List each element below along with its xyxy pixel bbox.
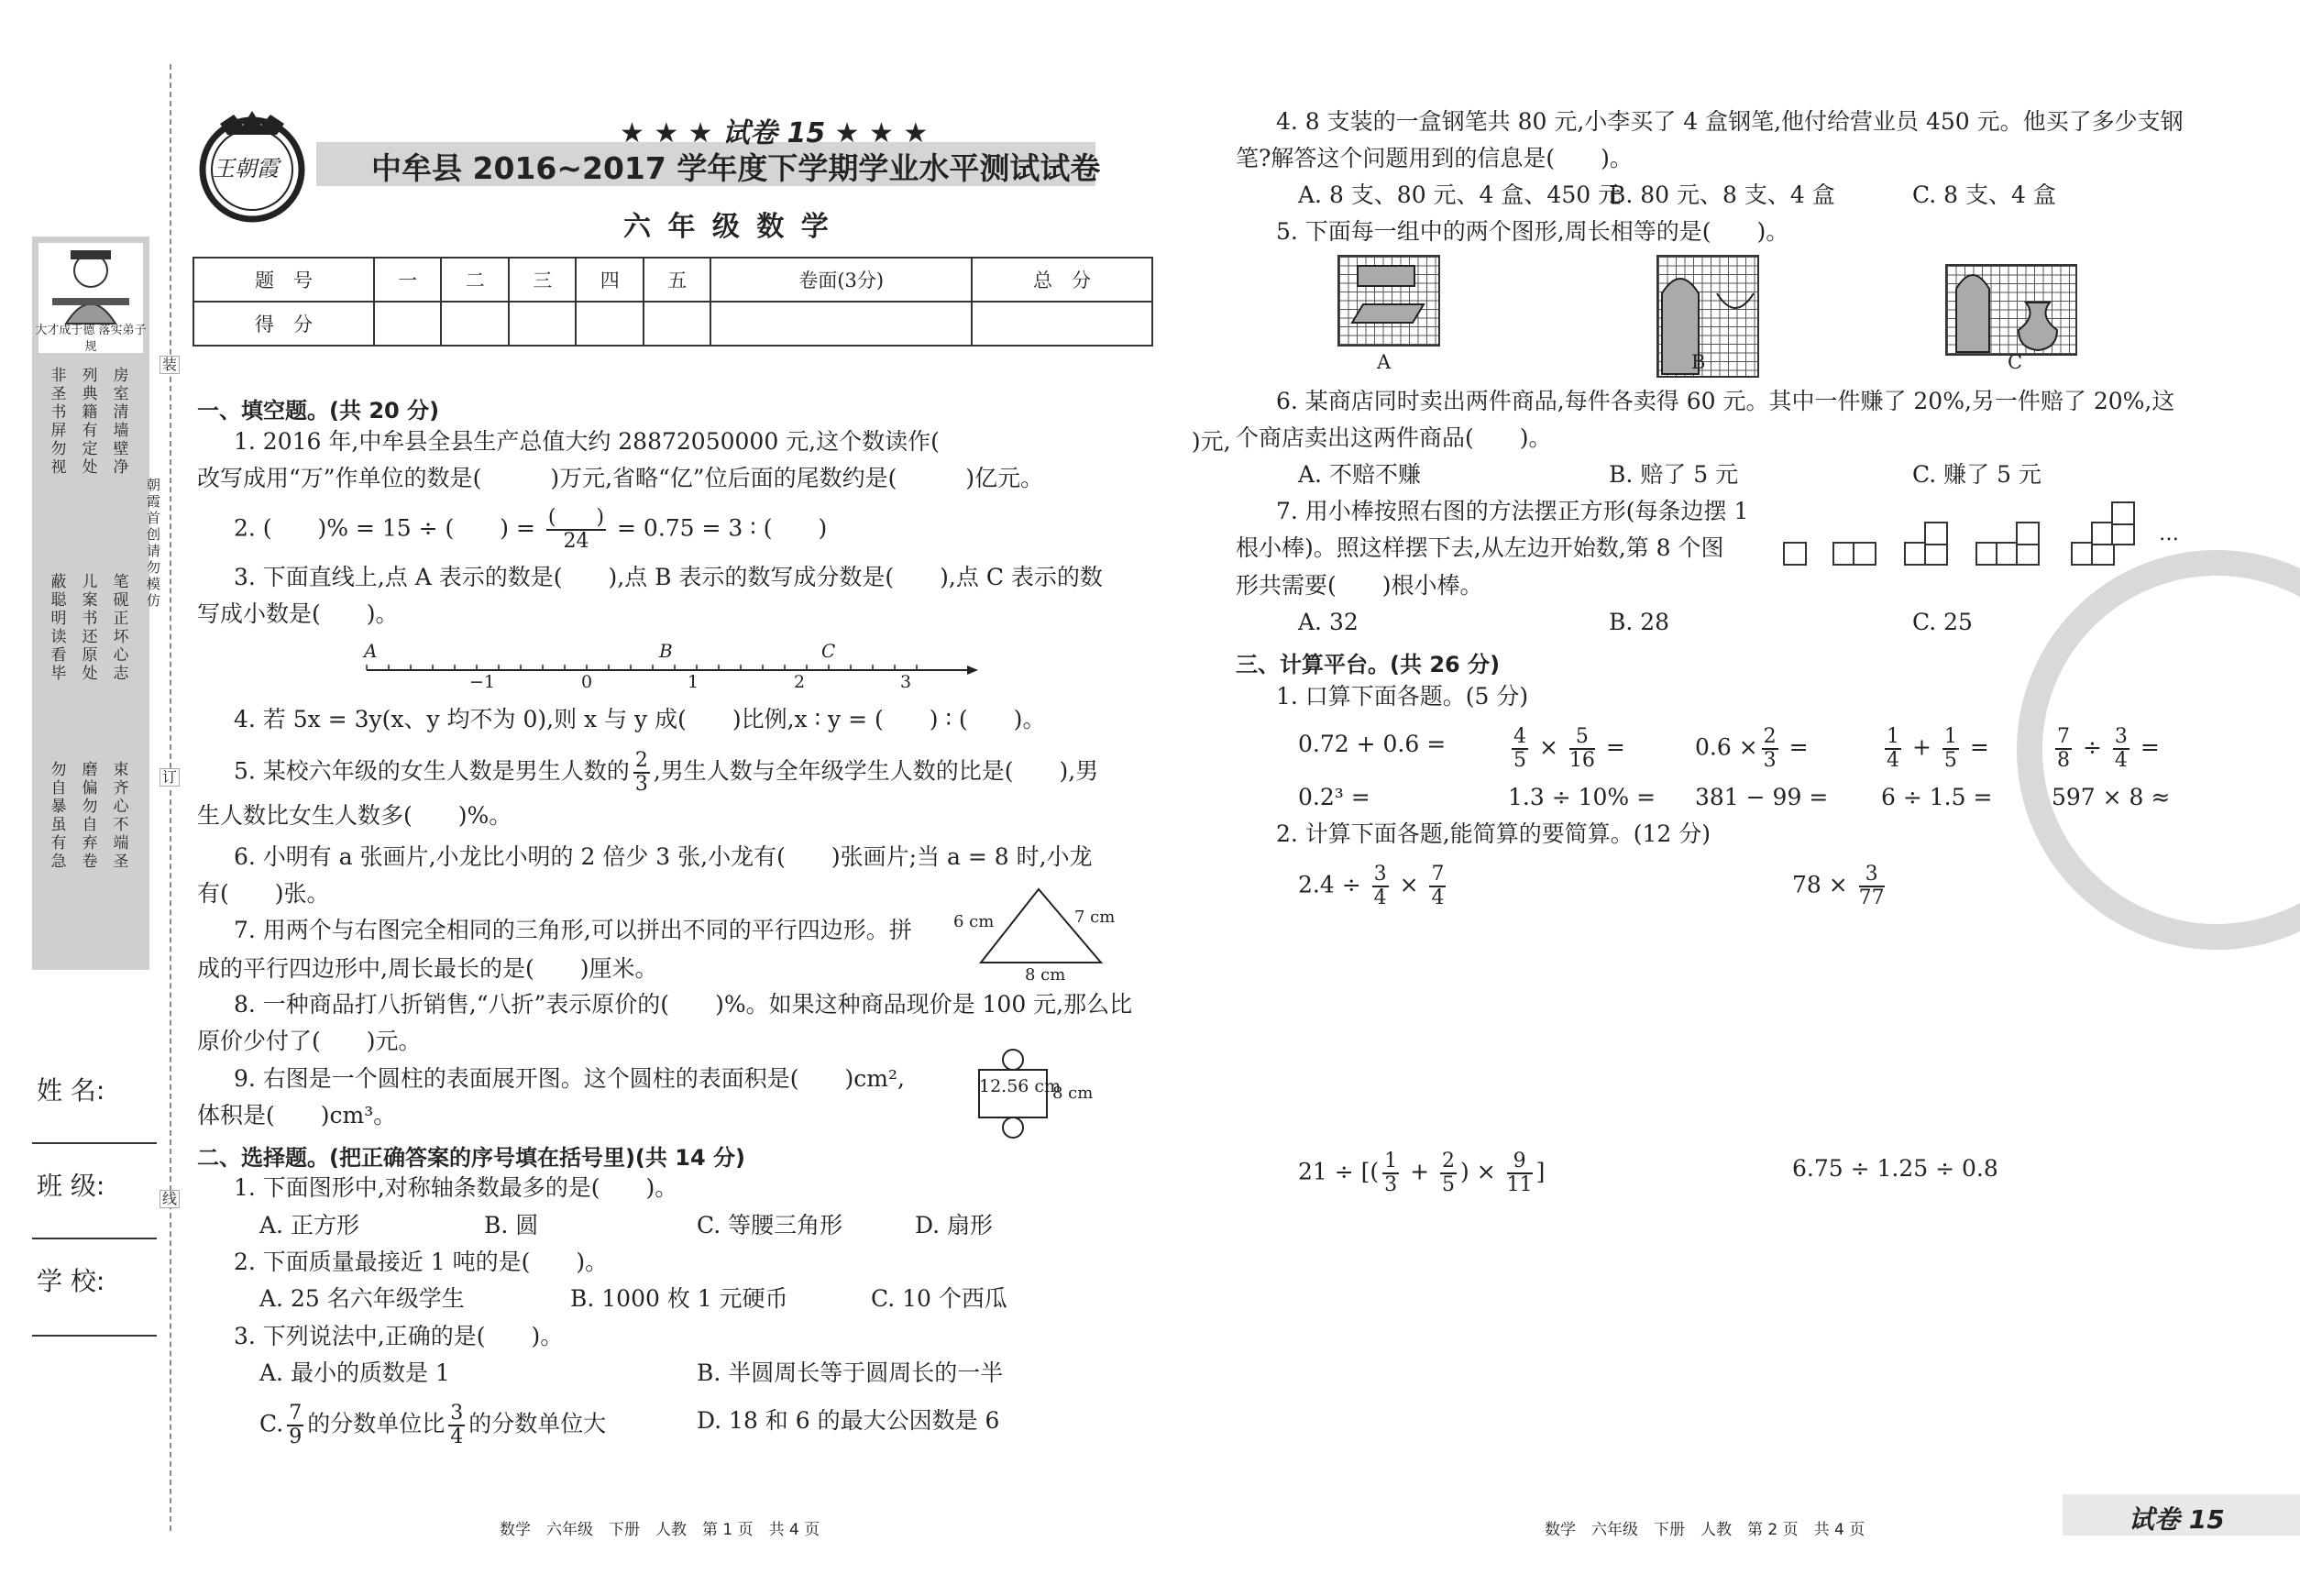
motto-col: 磨偏勿自弃卷	[82, 761, 98, 871]
frac-den: 3	[1384, 1173, 1398, 1196]
s2-q6a: 6. 某商店同时卖出两件商品,每件各卖得 60 元。其中一件赚了 20%,另一件赔了 20%,这	[1276, 388, 2175, 414]
frac-den: 8	[2057, 749, 2070, 772]
s2-q7-opt-b: B. 28	[1609, 609, 1670, 635]
s1-q2-text: 2. ( )% = 15 ÷ ( ) =	[234, 514, 543, 542]
op: ×	[1538, 733, 1566, 761]
s1-q3b: 写成小数是( )。	[197, 600, 399, 627]
s2-q4-opt-c: C. 8 支、4 盒	[1912, 182, 2056, 208]
axis-point-c: C	[821, 640, 836, 662]
frac-den: 5	[1442, 1173, 1456, 1196]
s1-q7b: 成的平行四边形中,周长最长的是( )厘米。	[197, 955, 658, 982]
fraction	[1512, 726, 1528, 772]
s2-q6b: 个商店卖出这两件商品( )。	[1236, 424, 1552, 451]
cyl-width: 12.56 cm	[979, 1076, 1062, 1096]
axis-point-a: A	[364, 640, 378, 662]
score-cell[interactable]	[576, 302, 644, 346]
footer-left: 数学 六年级 下册 人教 第 1 页 共 4 页	[500, 1521, 820, 1539]
fraction	[448, 1403, 465, 1448]
s2-q7-opt-a: A. 32	[1298, 609, 1359, 635]
s2-q1-opt-d: D. 扇形	[915, 1212, 994, 1238]
fraction	[1569, 726, 1595, 772]
op: 78 ×	[1792, 871, 1848, 898]
fraction	[2055, 726, 2072, 772]
score-header: 三	[509, 258, 577, 302]
fraction	[1507, 1150, 1533, 1196]
score-header: 四	[576, 258, 644, 302]
s3-q1: 1. 口算下面各题。(5 分)	[1276, 683, 1529, 710]
s2-q7c: 形共需要( )根小棒。	[1236, 572, 1483, 599]
s1-q5-text-b: ,男生人数与全年级学生人数的比是( ),男	[653, 757, 1099, 785]
score-header: 一	[374, 258, 442, 302]
figure-a	[1337, 255, 1440, 347]
s1-q8a: 8. 一种商品打八折销售,“八折”表示原价的( )%。如果这种商品现价是 100 元,那么比	[234, 991, 1133, 1018]
s2-q1-opt-b: B. 圆	[484, 1212, 539, 1238]
figure-c-label: C	[2008, 351, 2023, 373]
frac-den: 16	[1568, 749, 1595, 772]
s2-q6-opt-c: C. 赚了 5 元	[1912, 461, 2041, 488]
s1-q7a: 7. 用两个与右图完全相同的三角形,可以拼出不同的平行四边形。拼	[234, 917, 912, 943]
frac-num: 7	[2057, 725, 2070, 748]
frac-num: 3	[450, 1402, 464, 1425]
op: +	[1911, 733, 1931, 761]
oral-item: 1.3 ÷ 10% =	[1508, 784, 1656, 810]
frac-num: 5	[1569, 726, 1595, 750]
s2-q3-opt-c	[259, 1403, 606, 1448]
score-header: 五	[644, 258, 711, 302]
motto-col: 房室清墙壁净	[113, 367, 129, 477]
op: ) ×	[1460, 1158, 1496, 1185]
s2-q3c-label: C.	[259, 1410, 284, 1437]
s1-q2-fraction: $\frac{( )}{24}$	[547, 506, 605, 553]
s1-q9a: 9. 右图是一个圆柱的表面展开图。这个圆柱的表面积是( )cm²,	[234, 1065, 905, 1092]
figure-b	[1656, 255, 1759, 378]
s2-q1: 1. 下面图形中,对称轴条数最多的是( )。	[234, 1174, 678, 1201]
s2-q6-opt-a: A. 不赔不赚	[1298, 461, 1421, 488]
frac-den: 5	[1513, 749, 1526, 772]
s1-q5c: 生人数比女生人数多( )%。	[197, 802, 512, 829]
s2-q3-opt-b: B. 半圆周长等于圆周长的一半	[697, 1359, 1004, 1386]
s1-q6b: 有( )张。	[197, 880, 330, 907]
cut-label-xian: 线	[160, 1190, 180, 1208]
fraction	[1429, 864, 1446, 909]
calc-item-4: 6.75 ÷ 1.25 ÷ 0.8	[1792, 1155, 1998, 1182]
section1-heading: 一、填空题。(共 20 分)	[197, 398, 440, 424]
op: 21 ÷ [(	[1298, 1158, 1380, 1185]
oral-item: 0.72 + 0.6 =	[1298, 731, 1447, 757]
school-field[interactable]	[32, 1335, 157, 1337]
stick-square	[1853, 542, 1876, 566]
calc-item-1	[1298, 864, 1449, 909]
op: ×	[1399, 871, 1419, 898]
s2-q2: 2. 下面质量最接近 1 吨的是( )。	[234, 1249, 609, 1275]
axis-tick: −1	[469, 672, 496, 692]
s2-q4-opt-b: B. 80 元、8 支、4 盒	[1609, 182, 1835, 208]
motto-col: 儿案书还原处	[82, 573, 98, 683]
stick-squares-figure	[1783, 495, 2131, 564]
frac-num: 7	[1431, 863, 1445, 886]
s2-q4a: 4. 8 支装的一盒钢笔共 80 元,小李买了 4 盒钢笔,他付给营业员 450 元。他买了多少支钢	[1276, 108, 2184, 135]
frac-num: 3	[2114, 725, 2128, 748]
s1-q1b: 改写成用“万”作单位的数是( )万元,省略“亿”位后面的尾数约是( )亿元。	[197, 465, 1044, 491]
logo-text: 王朝霞	[213, 156, 279, 182]
stick-square	[1924, 522, 1948, 545]
score-header: 总 分	[972, 258, 1152, 302]
footer-right: 数学 六年级 下册 人教 第 2 页 共 4 页	[1545, 1521, 1865, 1539]
frac-num: 4	[1513, 725, 1526, 748]
op: ÷	[2082, 733, 2102, 761]
motto-col: 非圣书屏勿视	[50, 367, 67, 477]
fraction	[1885, 726, 1901, 772]
s1-q3a: 3. 下面直线上,点 A 表示的数是( ),点 B 表示的数写成分数是( ),点 C 表示的数	[234, 564, 1103, 590]
frac-num: 1	[1384, 1150, 1398, 1172]
oral-item	[1508, 726, 1625, 772]
op: +	[1410, 1158, 1430, 1185]
frac-num: 3	[1859, 864, 1885, 887]
s2-q2-opt-a: A. 25 名六年级学生	[259, 1285, 465, 1312]
frac-den: 11	[1506, 1173, 1533, 1196]
tri-side-b: 7 cm	[1074, 908, 1116, 927]
footer-badge: 试卷 15	[2129, 1504, 2225, 1535]
frac-den: 4	[450, 1425, 464, 1448]
axis-tick: 3	[900, 672, 912, 692]
s2-q3c-text-b: 的分数单位大	[468, 1410, 607, 1437]
op: =	[1969, 733, 1989, 761]
exam-subtitle: 六 年 级 数 学	[623, 211, 832, 243]
calc-item-2	[1792, 864, 1888, 909]
s1-q6a: 6. 小明有 a 张画片,小龙比小明的 2 倍少 3 张,小龙有( )张画片;当 a = 8 时,小龙	[234, 843, 1093, 870]
op: =	[1605, 733, 1625, 761]
s2-q4b: 笔?解答这个问题用到的信息是( )。	[1236, 145, 1633, 171]
figure-c	[1945, 264, 2077, 356]
score-cell[interactable]	[972, 302, 1152, 346]
score-cell[interactable]	[710, 302, 971, 346]
s2-q7b: 根小棒)。照这样摆下去,从左边开始数,第 8 个图	[1236, 534, 1724, 561]
s2-q3c-text: 的分数单位比	[307, 1410, 446, 1437]
s1-q5-num: 2	[634, 749, 648, 772]
score-header: 二	[441, 258, 509, 302]
fraction	[1942, 726, 1959, 772]
name-label: 姓 名:	[37, 1075, 105, 1106]
section2-heading: 二、选择题。(把正确答案的序号填在括号里)(共 14 分)	[197, 1145, 745, 1171]
figure-b-label: B	[1691, 351, 1706, 373]
cut-label-ding: 订	[160, 768, 180, 787]
fraction	[1372, 864, 1389, 909]
s1-q8b: 原价少付了( )元。	[197, 1028, 422, 1054]
stick-square	[2111, 501, 2135, 525]
frac-den: 77	[1858, 886, 1885, 909]
stick-square	[2016, 522, 2040, 545]
s2-q4-opt-a: A. 8 支、80 元、4 盒、450 元	[1298, 182, 1622, 208]
s2-q7a: 7. 用小棒按照右图的方法摆正方形(每条边摆 1	[1276, 498, 1749, 524]
stick-square	[1783, 542, 1807, 566]
cut-note: 朝霞首创 请勿模仿	[147, 477, 161, 609]
score-header: 卷面(3分)	[710, 258, 971, 302]
frac-den: 5	[1943, 749, 1957, 772]
oral-item: 381 − 99 =	[1695, 784, 1829, 810]
frac-num: 1	[1943, 725, 1957, 748]
s1-q2-den: 24	[563, 530, 589, 553]
series-badge: ★ ★ ★ 试卷 15 ★ ★ ★	[620, 117, 929, 149]
fraction	[2113, 726, 2129, 772]
oral-item	[1695, 726, 1809, 772]
calc-item-3	[1298, 1150, 1545, 1196]
tri-side-a: 6 cm	[953, 912, 995, 931]
s1-q2	[234, 507, 827, 553]
frac-den: 4	[2114, 749, 2128, 772]
score-row-label: 得 分	[193, 302, 374, 346]
motto-columns	[41, 367, 142, 953]
s1-q5-fraction	[633, 750, 650, 796]
axis-tick: 2	[794, 672, 806, 692]
s2-q3-opt-d: D. 18 和 6 的最大公因数是 6	[697, 1407, 1000, 1434]
motto-col: 勿自暴虽有急	[50, 761, 67, 871]
fraction	[1859, 864, 1885, 909]
name-field[interactable]	[32, 1142, 157, 1144]
s1-q5-text-a: 5. 某校六年级的女生人数是男生人数的	[234, 757, 630, 785]
motto-col: 列典籍有定处	[82, 367, 98, 477]
frac-num: 3	[1373, 863, 1387, 886]
frac-num: 2	[1442, 1150, 1456, 1172]
s1-q9b: 体积是( )cm³。	[197, 1102, 397, 1128]
school-label: 学 校:	[37, 1266, 105, 1296]
class-field[interactable]	[32, 1238, 157, 1239]
series-text: 试卷 15	[722, 117, 826, 149]
frac-num: 1	[1887, 725, 1899, 748]
exam-title: 中牟县 2016~2017 学年度下学期学业水平测试试卷	[371, 150, 1101, 186]
cyl-height: 8 cm	[1052, 1084, 1094, 1103]
frac-num: 9	[1507, 1150, 1533, 1174]
s2-q7-opt-c: C. 25	[1912, 609, 1973, 635]
stick-dots: …	[2159, 523, 2179, 545]
s1-q1a: 1. 2016 年,中牟县全县生产总值大约 28872050000 元,这个数读作( )元,	[234, 428, 1231, 455]
motto-col: 笔砚正坏心志	[113, 573, 129, 683]
s2-q6-opt-b: B. 赔了 5 元	[1609, 461, 1739, 488]
cut-line	[170, 64, 171, 1531]
motto-col: 蔽聪明读看毕	[50, 573, 67, 683]
frac-num: 2	[1763, 725, 1777, 748]
class-label: 班 级:	[37, 1171, 105, 1201]
frac-num: 7	[289, 1402, 303, 1425]
score-cell[interactable]	[441, 302, 509, 346]
s3-q2: 2. 计算下面各题,能简算的要简算。(12 分)	[1276, 820, 1711, 847]
op: 0.6 ×	[1695, 733, 1758, 761]
oral-item	[2052, 726, 2160, 772]
s1-q5	[234, 750, 1098, 796]
op: ]	[1535, 1158, 1546, 1185]
fraction	[1382, 1150, 1399, 1196]
score-table	[193, 257, 1153, 347]
score-cell[interactable]	[644, 302, 711, 346]
s2-q2-opt-b: B. 1000 枚 1 元硬币	[570, 1285, 788, 1312]
score-header: 题 号	[193, 258, 374, 302]
tri-side-c: 8 cm	[1025, 965, 1066, 985]
s2-q3: 3. 下列说法中,正确的是( )。	[234, 1323, 564, 1349]
s1-q5-den: 3	[634, 773, 648, 796]
op: =	[1788, 733, 1809, 761]
s1-q2-text-b: = 0.75 = 3 ∶ ( )	[617, 514, 828, 542]
s1-q4: 4. 若 5x = 3y(x、y 均不为 0),则 x 与 y 成( )比例,x ∶ y = ( ) ∶ ( )。	[234, 706, 1046, 732]
fraction	[287, 1403, 303, 1448]
s2-q5: 5. 下面每一组中的两个图形,周长相等的是( )。	[1276, 218, 1789, 245]
axis-point-b: B	[659, 640, 673, 662]
axis-tick: 0	[581, 672, 593, 692]
score-cell[interactable]	[509, 302, 577, 346]
oral-item: 0.2³ =	[1298, 784, 1370, 810]
s2-q2-opt-c: C. 10 个西瓜	[871, 1285, 1007, 1312]
cut-label-zhuang: 装	[160, 356, 180, 374]
fraction	[1762, 726, 1778, 772]
s2-q1-opt-c: C. 等腰三角形	[697, 1212, 843, 1238]
frac-den: 4	[1373, 886, 1387, 909]
s2-q1-opt-a: A. 正方形	[259, 1212, 359, 1238]
fraction	[1440, 1150, 1457, 1196]
oral-item: 597 × 8 ≈	[2052, 784, 2171, 810]
axis-tick: 1	[688, 672, 699, 692]
oral-item: 6 ÷ 1.5 =	[1881, 784, 1993, 810]
frac-den: 4	[1887, 749, 1899, 772]
score-cell[interactable]	[374, 302, 442, 346]
frac-den: 3	[1763, 749, 1777, 772]
frac-den: 4	[1431, 886, 1445, 909]
s2-q3-opt-a: A. 最小的质数是 1	[259, 1359, 450, 1386]
oral-item	[1881, 726, 1989, 772]
section3-heading: 三、计算平台。(共 26 分)	[1236, 652, 1501, 677]
op: 2.4 ÷	[1298, 871, 1361, 898]
figure-a-label: A	[1377, 351, 1392, 373]
op: =	[2140, 733, 2160, 761]
frac-den: 9	[289, 1425, 303, 1448]
motto-col: 束齐心不端圣	[113, 761, 129, 871]
motto-head: 大才成于德 落实弟子规	[35, 324, 147, 354]
